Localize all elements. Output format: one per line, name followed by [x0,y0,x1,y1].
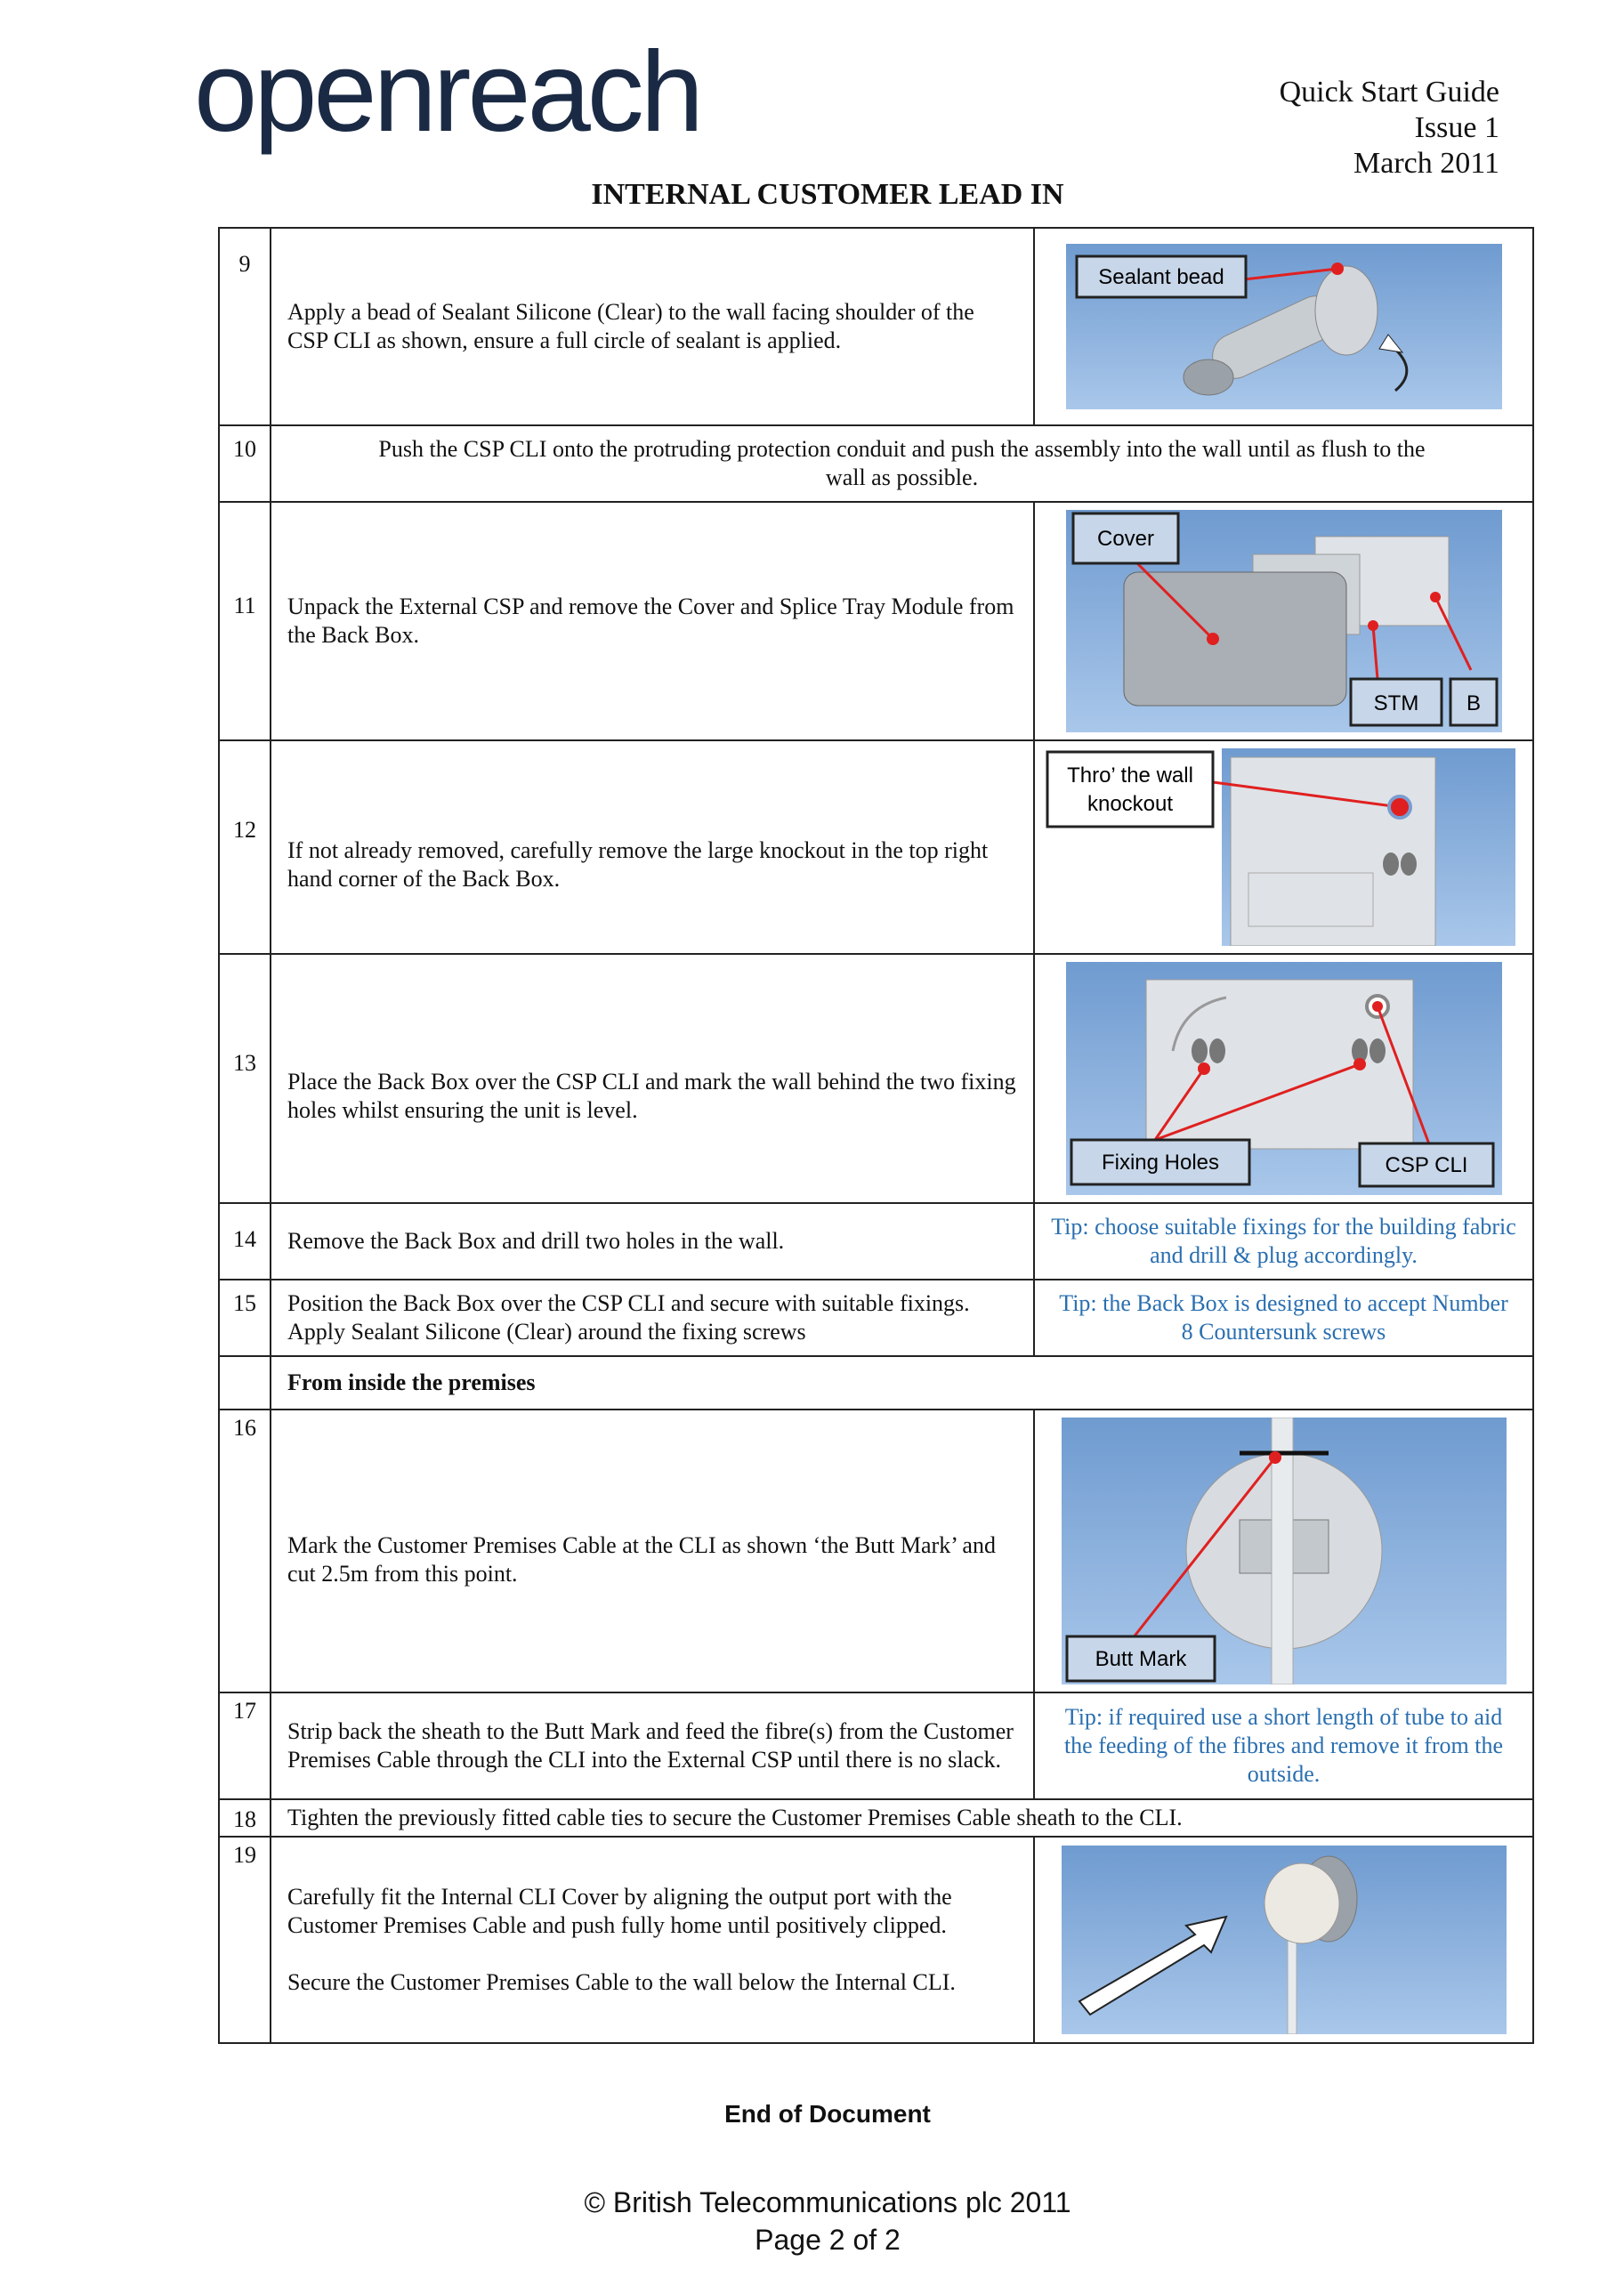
steps-table [218,227,1534,2044]
guide-label: Quick Start Guide [1279,76,1499,109]
step-row-19 [219,1837,1533,2043]
step-image-sealant [1034,228,1533,425]
step-row-16 [219,1410,1533,1692]
section-heading: From inside the premises [271,1356,1533,1410]
step-text: Position the Back Box over the CSP CLI and secure with suitable fixings. Apply Sealant Silicone (Clear) around the fixing screws [271,1280,1034,1356]
step-text: Unpack the External CSP and remove the Cover and Splice Tray Module from the Back Box. [271,502,1034,740]
step-number: 18 [219,1799,271,1837]
step-text: Push the CSP CLI onto the protruding protection conduit and push the assembly into the wall until as flush to the wall as possible. [271,425,1533,502]
end-of-document: End of Document [724,2100,931,2128]
step-text-block [271,1837,1034,2043]
step-row-9 [219,228,1533,425]
step-text: Tighten the previously fitted cable ties to secure the Customer Premises Cable sheath to the CLI. [271,1799,1533,1837]
step-text: Mark the Customer Premises Cable at the CLI as shown ‘the Butt Mark’ and cut 2.5m from this point. [271,1410,1034,1692]
document-meta [1280,75,1499,182]
step-tip: Tip: the Back Box is designed to accept Number 8 Countersunk screws [1034,1280,1533,1356]
step-row-17 [219,1692,1533,1799]
step-text: Apply a bead of Sealant Silicone (Clear) to the wall facing shoulder of the CSP CLI as shown, ensure a full circle of sealant is applied. [271,228,1034,425]
step-text: Remove the Back Box and drill two holes in the wall. [271,1203,1034,1280]
b-label: B [1466,691,1481,715]
cover-illustration [1066,510,1502,732]
step-number: 14 [219,1203,271,1280]
sealant-bead-label: Sealant bead [1097,265,1224,289]
step-row-13 [219,954,1533,1203]
page-number: Page 2 of 2 [755,2224,901,2256]
sealant-illustration [1066,244,1502,409]
step-row-18 [219,1799,1533,1837]
step-row-15 [219,1280,1533,1356]
document-title: INTERNAL CUSTOMER LEAD IN [591,178,1064,211]
step-row-12 [219,740,1533,954]
step-text: Place the Back Box over the CSP CLI and mark the wall behind the two fixing holes whilst ensuring the unit is level. [271,954,1034,1203]
step-text-secondary: Secure the Customer Premises Cable to the wall below the Internal CLI. [287,1969,956,1995]
butt-mark-illustration [1062,1418,1507,1684]
fixing-holes-label: Fixing Holes [1101,1151,1219,1175]
step-text: Carefully fit the Internal CLI Cover by aligning the output port with the Customer Premises Cable and push fully home until positively clipped. [287,1884,952,1938]
step-number: 17 [219,1692,271,1799]
csp-cli-label: CSP CLI [1385,1153,1467,1177]
step-tip: Tip: choose suitable fixings for the building fabric and drill & plug accordingly. [1034,1203,1533,1280]
footer [0,2184,1624,2258]
step-image-cli-cover [1034,1837,1533,2043]
step-number: 12 [219,740,271,954]
step-text: Strip back the sheath to the Butt Mark and feed the fibre(s) from the Customer Premises Cable through the CLI into the External CSP until there is no slack. [271,1692,1034,1799]
step-number: 11 [219,502,271,740]
step-image-butt-mark [1034,1410,1533,1692]
thro-the-wall-label: Thro’ the wall [1066,763,1193,788]
butt-mark-label: Butt Mark [1095,1647,1186,1671]
step-text: If not already removed, carefully remove the large knockout in the top right hand corner of the Back Box. [271,740,1034,954]
fixing-holes-illustration [1066,962,1502,1195]
step-number: 16 [219,1410,271,1692]
date-label: March 2011 [1353,147,1499,180]
step-number: 10 [219,425,271,502]
copyright: © British Telecommunications plc 2011 [584,2186,1071,2218]
step-image-fixing-holes [1034,954,1533,1203]
step-tip: Tip: if required use a short length of tube to aid the feeding of the fibres and remove it from the outside. [1034,1692,1533,1799]
cover-label: Cover [1096,527,1154,551]
cli-cover-illustration [1062,1846,1507,2034]
step-image-cover [1034,502,1533,740]
knockout-illustration [1044,748,1524,946]
section-row [219,1356,1533,1410]
step-number [219,1356,271,1410]
step-number: 9 [219,228,271,425]
knockout-label: knockout [1087,792,1173,816]
step-number: 19 [219,1837,271,2043]
step-number: 15 [219,1280,271,1356]
openreach-logo: openreach [194,28,700,156]
step-row-10 [219,425,1533,502]
step-number: 13 [219,954,271,1203]
step-row-11 [219,502,1533,740]
step-row-14 [219,1203,1533,1280]
step-image-knockout [1034,740,1533,954]
issue-label: Issue 1 [1414,111,1499,144]
stm-label: STM [1373,691,1418,715]
